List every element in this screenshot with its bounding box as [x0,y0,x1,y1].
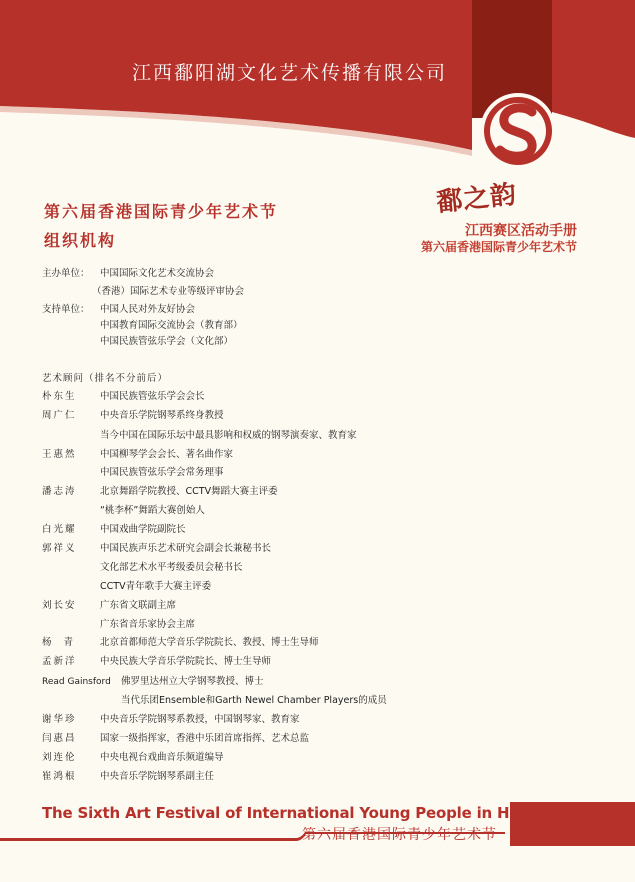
logo-emblem-icon [480,93,556,169]
hosts-label: 主办单位： [42,268,90,279]
advisor-name: 白光耀 [42,524,77,535]
advisor-role: 中央音乐学院钢琴系教授，中国钢琴家、教育家 [100,714,300,725]
advisor-role: 北京首都师范大学音乐学院院长、教授、博士生导师 [100,637,319,648]
advisor-role: 佛罗里达州立大学钢琴教授、博士 [121,676,264,687]
advisor-role: 中央音乐学院钢琴系终身教授 [100,410,224,421]
advisor-name: 潘志涛 [42,486,77,497]
advisor-name: 刘连伦 [42,752,77,763]
advisor-name: 刘长安 [42,600,77,611]
footer-english-title: The Sixth Art Festival of International Young People in HongKong Event [42,804,635,822]
advisor-role: 中央音乐学院钢琴系副主任 [100,771,215,782]
company-name: 江西鄱阳湖文化艺术传播有限公司 [132,62,448,84]
advisor-name: 谢华珍 [42,714,77,725]
supporter-org: 中国民族管弦乐学会（文化部） [100,336,234,347]
advisor-name: 孟新洋 [42,656,77,667]
advisor-role: 当今中国在国际乐坛中最具影响和权威的钢琴演奏家、教育家 [100,430,357,441]
advisor-name: 崔鸿根 [42,771,77,782]
advisor-role: CCTV青年歌手大赛主评委 [100,581,212,592]
advisor-role: 当代乐团Ensemble和Garth Newel Chamber Players的成员 [121,695,387,706]
advisor-name: 闫惠昌 [42,733,77,744]
page-title: 第六届香港国际青少年艺术节 [44,202,279,221]
advisor-role: 国家一级指挥家，香港中乐团首席指挥、艺术总监 [100,733,310,744]
advisor-name: 朴东生 [42,391,77,402]
handbook-subtitle: 第六届香港国际青少年艺术节 [420,240,577,254]
advisor-name: Read Gainsford [42,677,111,687]
host-org: 中国国际文化艺术交流协会 [100,268,215,279]
advisor-role: 中国戏曲学院副院长 [100,524,186,535]
advisor-role: “桃李杯”舞蹈大赛创始人 [100,505,205,516]
header-banner [0,0,635,200]
handbook-title: 江西赛区活动手册 [465,223,577,239]
advisor-role: 中国民族管弦乐学会常务理事 [100,467,224,478]
advisor-role: 广东省音乐家协会主席 [100,619,196,630]
advisor-name: 周广仁 [42,410,77,421]
advisor-role: 北京舞蹈学院教授、CCTV舞蹈大赛主评委 [100,486,278,497]
host-org: （香港）国际艺术专业等级评审协会 [92,286,245,297]
advisor-role: 中央民族大学音乐学院院长、博士生导师 [100,656,272,667]
supporter-org: 中国人民对外友好协会 [100,304,196,315]
advisor-role: 中央电视台戏曲音乐频道编导 [100,752,224,763]
supporter-org: 中国教育国际交流协会（教育部） [100,320,243,331]
advisor-role: 中国民族声乐艺术研究会副会长兼秘书长 [100,543,272,554]
supporters-label: 支持单位： [42,304,90,315]
page-subtitle: 组织机构 [44,231,117,250]
advisor-name: 郭祥义 [42,543,77,554]
advisor-name: 王惠然 [42,449,77,460]
footer-chinese-title: 第六届香港国际青少年艺术节 [302,827,497,843]
advisor-role: 中国柳琴学会会长、著名曲作家 [100,449,234,460]
advisor-role: 文化部艺术水平考级委员会秘书长 [100,562,243,573]
advisors-heading: 艺术顾问（排名不分前后） [42,373,169,384]
header-right-ribbon [552,0,635,138]
advisor-role: 广东省文联副主席 [100,600,177,611]
logo-calligraphy: 鄱之韵 [434,179,519,219]
advisor-name: 杨 青 [42,637,76,648]
advisor-role: 中国民族管弦乐学会会长 [100,391,205,402]
